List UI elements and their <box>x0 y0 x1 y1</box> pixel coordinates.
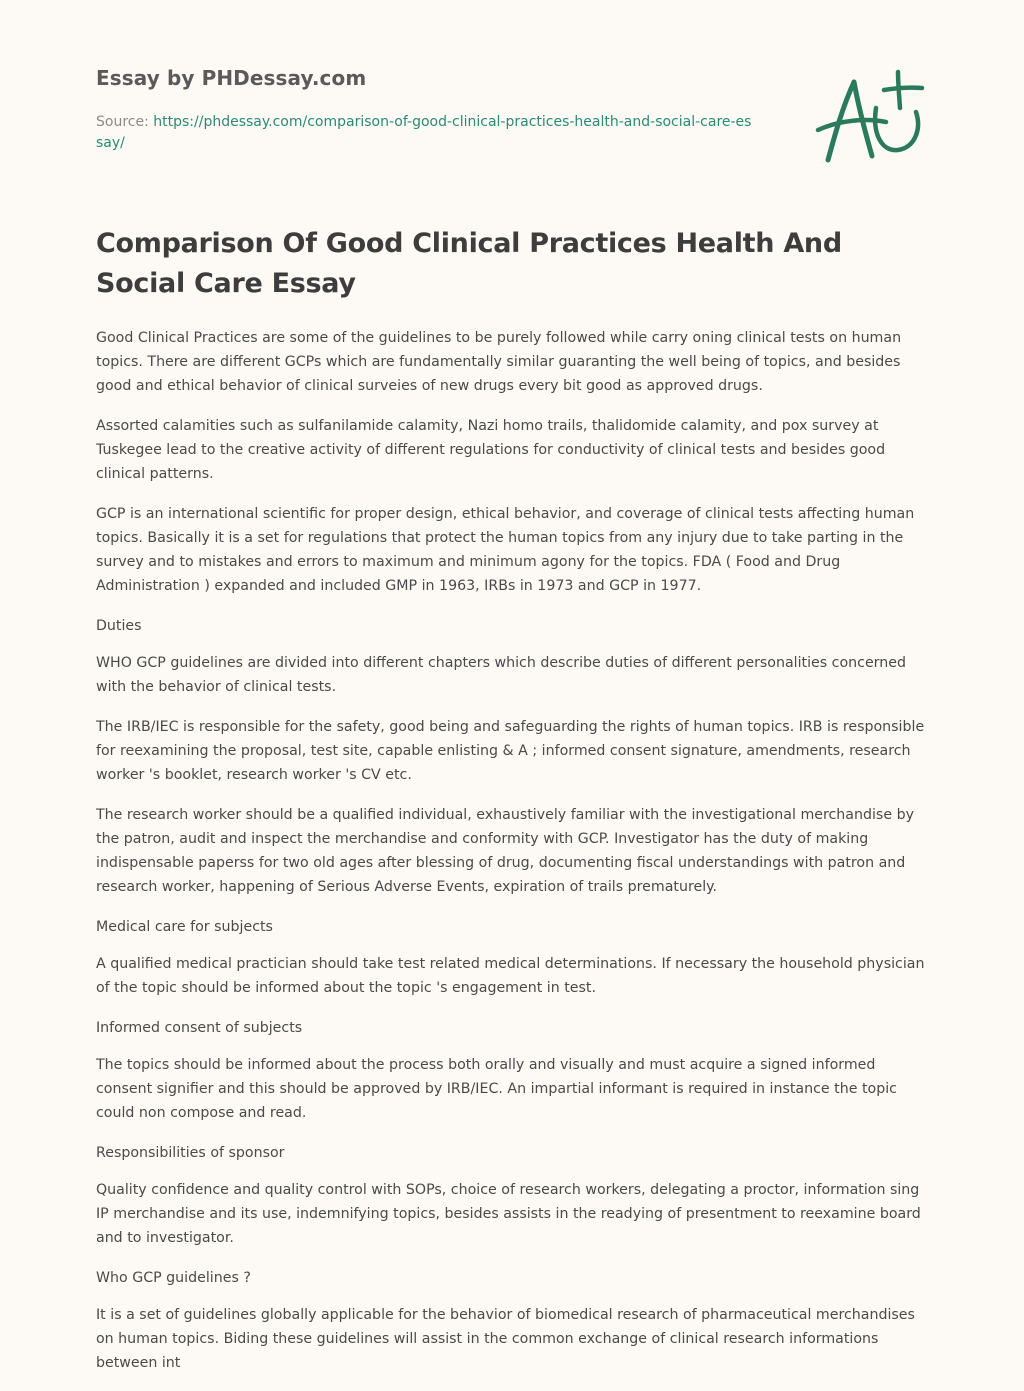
paragraph: Quality confidence and quality control with SOPs, choice of research workers, delegating a proctor, information sing IP merchandise and its use, indemnifying topics, besides assists in the readying of presentment to reexamine board and to investigator. <box>96 1182 921 1246</box>
section-heading: Responsibilities of sponsor <box>96 1145 285 1161</box>
section-heading: Informed consent of subjects <box>96 1020 303 1036</box>
paragraph: The research worker should be a qualified individual, exhaustively familiar with the investigational merchandise by the patron, audit and inspect the merchandise and conformity with GCP. Investigator has the duty of making indispensable paperss for two old ages after blessing of drug, documenting fiscal understandings with patron and research worker, happening of Serious Adverse Events, expiration of trails prematurely. <box>96 807 914 895</box>
section-heading: Medical care for subjects <box>96 919 273 935</box>
paragraph: The topics should be informed about the process both orally and visually and must acquire a signed informed consent signifier and this should be approved by IRB/IEC. An impartial informant is required in instance the topic could non compose and read. <box>96 1057 897 1121</box>
section-heading: Who GCP guidelines ? <box>96 1270 251 1286</box>
section-heading: Duties <box>96 618 142 634</box>
source-label: Source: <box>96 114 154 130</box>
paragraph: GCP is an international scientific for proper design, ethical behavior, and coverage of clinical tests affecting human topics. Basically it is a set for regulations that protect the human topics from any injury due to take parting in the survey and to mistakes and errors to maximum and minimum agony for the topics. FDA ( Food and Drug Administration ) expanded and included GMP in 1963, IRBs in 1973 and GCP in 1977. <box>96 506 915 594</box>
paragraph: Good Clinical Practices are some of the guidelines to be purely followed while carry oning clinical tests on human topics. There are different GCPs which are fundamentally similar guaranting the well being of topics, and besides good and ethical behavior of clinical surveies of new drugs every bit good as approved drugs. <box>96 330 902 394</box>
a-plus-logo-icon <box>814 68 926 166</box>
essay-title: Comparison Of Good Clinical Practices Health And Social Care Essay <box>96 228 842 299</box>
paragraph: Assorted calamities such as sulfanilamide calamity, Nazi homo trails, thalidomide calamity, and pox survey at Tuskegee lead to the creative activity of different regulations for conductivity of clinical tests and besides good clinical patterns. <box>96 418 886 482</box>
paragraph: It is a set of guidelines globally applicable for the behavior of biomedical research of pharmaceutical merchandises on human topics. Biding these guidelines will assist in the common exchange of clinical research informations between int <box>96 1307 915 1371</box>
paragraph: WHO GCP guidelines are divided into different chapters which describe duties of different personalities concerned with the behavior of clinical tests. <box>96 655 906 695</box>
paragraph: A qualified medical practician should take test related medical determinations. If necessary the household physician of the topic should be informed about the topic 's engagement in test. <box>96 956 925 996</box>
source-line <box>96 112 756 154</box>
paragraph: The IRB/IEC is responsible for the safety, good being and safeguarding the rights of human topics. IRB is responsible for reexamining the proposal, test site, capable enlisting & A ; informed consent signature, amendments, research worker 's booklet, research worker 's CV etc. <box>96 719 925 783</box>
essay-body <box>96 326 930 1391</box>
source-link[interactable]: https://phdessay.com/comparison-of-good-clinical-practices-health-and-social-care-essay/ <box>96 114 752 151</box>
site-title: Essay by PHDessay.com <box>96 66 367 90</box>
